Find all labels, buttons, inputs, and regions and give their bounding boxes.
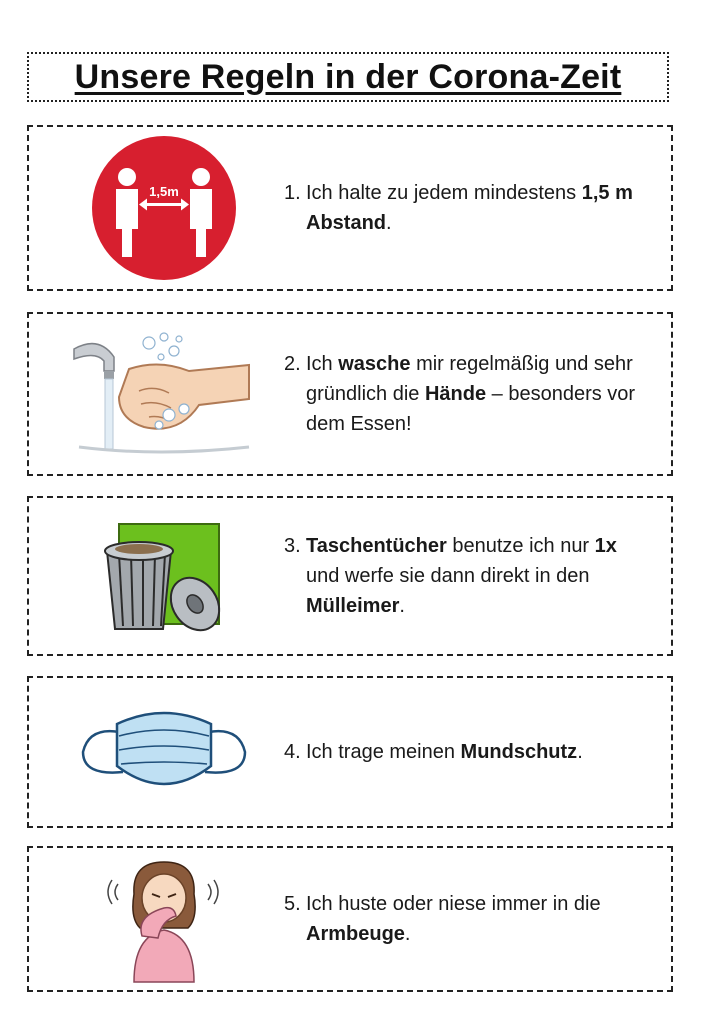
sneezing-person-icon xyxy=(104,854,224,984)
rule-card-2 xyxy=(27,312,673,476)
handwash-icon xyxy=(69,329,259,459)
title-box xyxy=(27,52,669,102)
trash-can-icon xyxy=(99,516,229,636)
rule-text-3: 3. Taschentücher benutze ich nur 1x und werfe sie dann direkt in den Mülleimer. xyxy=(284,535,617,617)
rule-text-5: 5. Ich huste oder niese immer in die Armbeuge. xyxy=(284,893,601,945)
rule-text-4: 4. Ich trage meinen Mundschutz. xyxy=(284,741,583,763)
rule-text-1: 1. Ich halte zu jedem mindestens 1,5 m Abstand. xyxy=(284,182,633,234)
page-title: Unsere Regeln in der Corona-Zeit xyxy=(74,57,622,96)
distance-label: 1,5m xyxy=(149,184,179,199)
rule-card-4 xyxy=(27,676,673,828)
face-mask-icon xyxy=(79,702,249,802)
rule-text-2: 2. Ich wasche mir regelmäßig und sehr gründlich die Hände – besonders vor dem Essen! xyxy=(284,353,636,435)
rule-card-3 xyxy=(27,496,673,656)
rule-card-5 xyxy=(27,846,673,992)
rule-card-1 xyxy=(27,125,673,291)
distance-icon xyxy=(89,133,239,283)
